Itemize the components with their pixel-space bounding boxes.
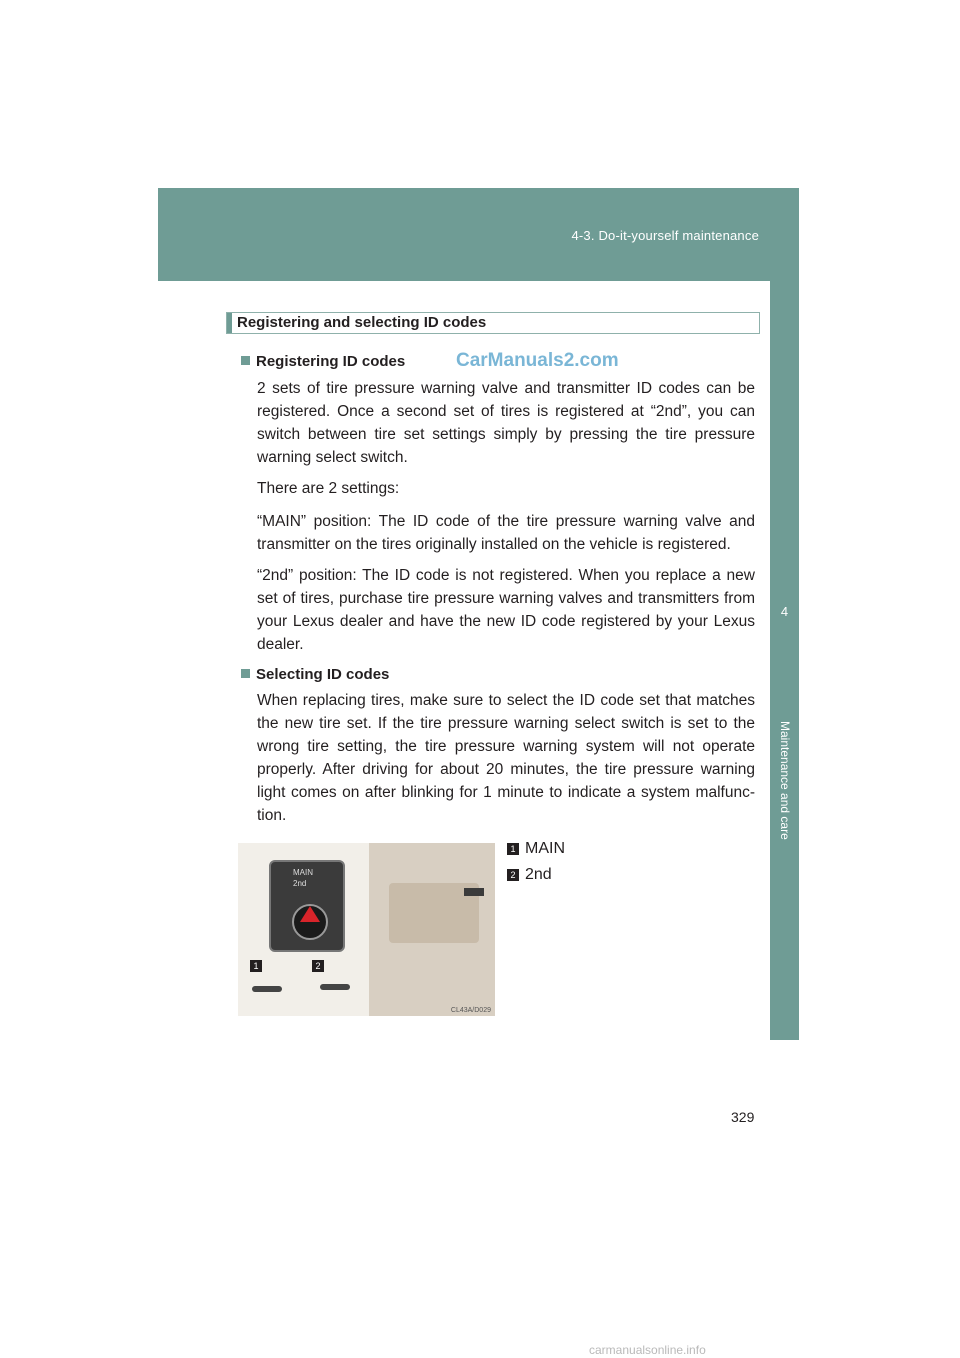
section-heading-title: Registering and selecting ID codes <box>237 314 487 331</box>
registering-paragraph-4: “2nd” position: The ID code is not registered. When you replace a new set of tires, purchase tire pressure warning valves and transmitters from your Lexus dealer and have the new ID code registered by your Lexus dealer. <box>257 567 755 653</box>
header-section-title: 4-3. Do-it-yourself maintenance <box>571 228 759 243</box>
registering-paragraph-2: There are 2 settings: <box>257 480 400 497</box>
chapter-side-tab[interactable] <box>770 281 799 1040</box>
chapter-label: Maintenance and care <box>778 721 792 840</box>
subheading-registering: Registering ID codes <box>241 353 405 370</box>
tire-pressure-select-switch <box>269 860 345 952</box>
selecting-paragraph-1: When replacing tires, make sure to select the ID code set that matches the new tire set. If the tire pressure warning select switch is set to the wrong tire setting, the tire pressure warning system will not operate properly. After driving for about 20 minutes, the tire pressure warning light comes on after blinking for 1 minute to indicate a system malfunc-tion. <box>257 692 755 824</box>
figure-tag-1: 1 <box>250 960 262 972</box>
watermark-top: CarManuals2.com <box>456 350 619 371</box>
figure-code: CL43A/D029 <box>450 1007 491 1014</box>
figure-tag-2: 2 <box>312 960 324 972</box>
header-band <box>158 188 799 281</box>
square-bullet-icon <box>241 669 250 678</box>
chapter-number: 4 <box>780 604 789 619</box>
switch-position-main-icon <box>252 986 282 992</box>
legend-item-2: 2 2nd <box>507 866 552 884</box>
section-heading-bar <box>227 313 232 333</box>
square-bullet-icon <box>241 356 250 365</box>
section-heading-box <box>226 312 760 334</box>
switch-position-2nd-icon <box>320 984 350 990</box>
switch-label-main: MAIN <box>293 868 313 877</box>
legend-num-1: 1 <box>507 843 519 855</box>
switch-closeup <box>238 843 369 1016</box>
registering-paragraph-1: 2 sets of tire pressure warning valve and transmitter ID codes can be registered. Once a second set of tires is registered at “2nd”, you can switch between tire set settings simply by pressing the tire pressure warning select switch. <box>257 380 755 466</box>
press-arrow-icon <box>300 906 320 922</box>
legend-item-1: 1 MAIN <box>507 840 565 858</box>
page-number: 329 <box>731 1109 755 1125</box>
switch-location-icon <box>464 888 484 896</box>
switch-label-2nd: 2nd <box>293 879 307 888</box>
select-switch-illustration <box>238 843 495 1016</box>
legend-num-2: 2 <box>507 869 519 881</box>
registering-paragraph-3: “MAIN” position: The ID code of the tire pressure warning valve and transmitter on the tires originally installed on the vehicle is registered. <box>257 513 755 553</box>
footer-watermark: carmanualsonline.info <box>589 1343 706 1357</box>
subheading-selecting: Selecting ID codes <box>241 666 389 683</box>
glovebox-location-view <box>369 843 495 1016</box>
